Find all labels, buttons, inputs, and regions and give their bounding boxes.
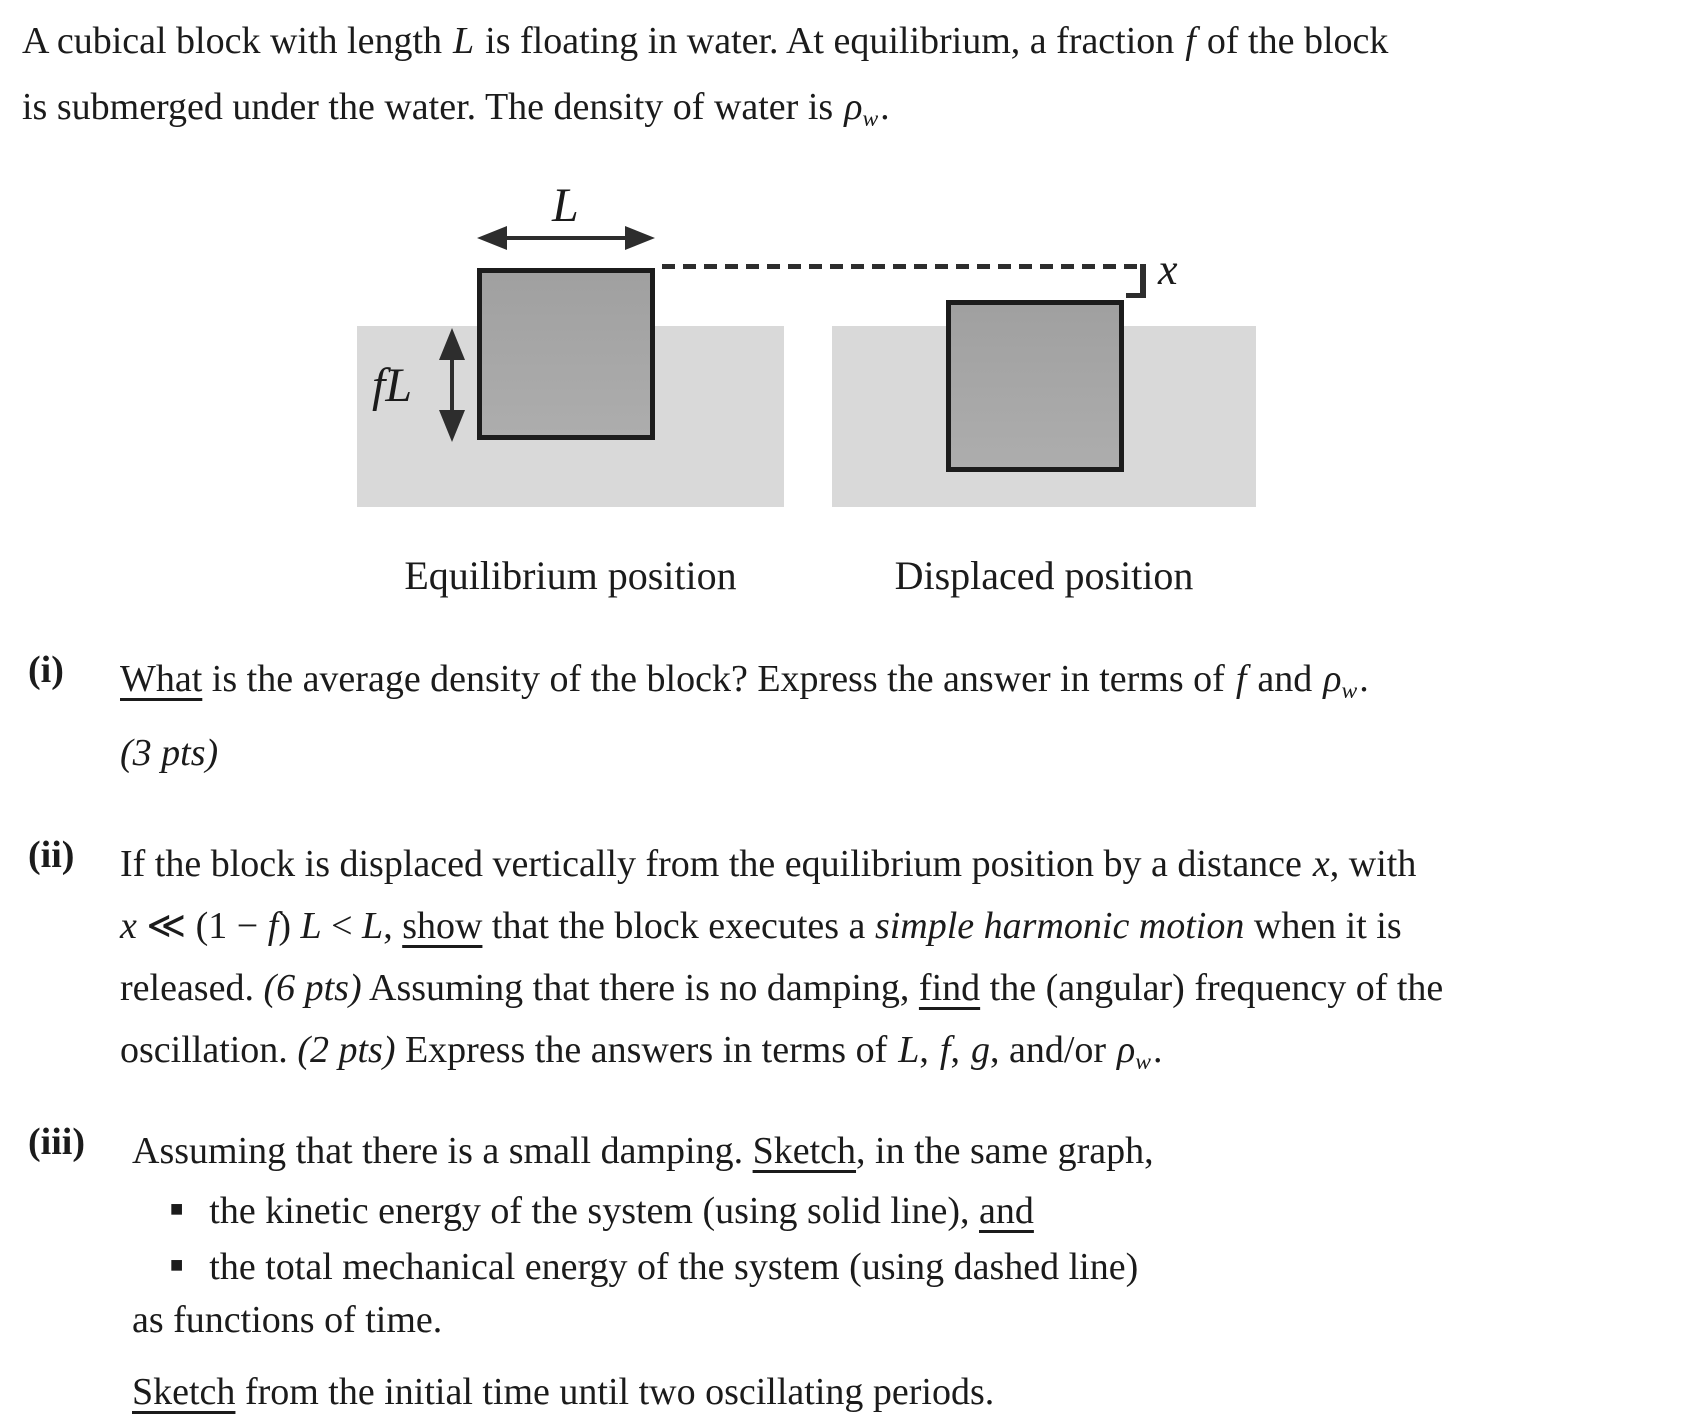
subscript-w: w — [1341, 677, 1358, 704]
text-token: < — [321, 905, 363, 947]
text-token: Sketch — [752, 1130, 857, 1172]
question-body — [120, 648, 1369, 784]
text-token: is the average density of the block? Express the answer in terms of — [202, 658, 1225, 700]
text-token: If the block is displaced vertically from the equilibrium position by a distance — [120, 843, 1302, 885]
question-iii — [28, 1120, 1154, 1423]
question-body — [132, 1120, 1154, 1423]
text-token: . — [1153, 1029, 1163, 1071]
variable-L: L — [453, 20, 475, 62]
square-bullet-icon: ■ — [170, 1196, 184, 1221]
points-note — [120, 722, 1369, 784]
rho-symbol: ρ — [844, 86, 863, 128]
text-token: . — [1359, 658, 1369, 700]
subscript-w: w — [862, 105, 879, 132]
points-note: (2 pts) — [297, 1029, 396, 1071]
question-line — [120, 648, 1369, 722]
variable-L: L — [362, 905, 384, 947]
label-L: L — [552, 179, 579, 232]
bullet-item — [132, 1238, 1154, 1294]
block-equilibrium — [477, 268, 655, 440]
variable-x: x — [1312, 843, 1330, 885]
block-displaced — [946, 300, 1124, 472]
subscript-w: w — [1135, 1048, 1151, 1075]
question-line — [120, 895, 1443, 957]
points-note: (6 pts) — [263, 967, 362, 1009]
question-line — [120, 957, 1443, 1019]
text-token: What — [120, 658, 203, 700]
label-fL: fL — [372, 359, 413, 412]
text-token: is submerged under the water. The density of water is — [22, 86, 834, 128]
text-token: released. — [120, 967, 264, 1009]
variable-L: L — [300, 905, 322, 947]
rho-symbol: ρ — [1323, 658, 1342, 700]
rho-symbol: ρ — [1117, 1029, 1136, 1071]
text-token: , — [950, 1029, 960, 1071]
text-token: and — [1257, 658, 1313, 700]
variable-x: x — [120, 905, 137, 947]
text-token: is floating in water. At equilibrium, a fraction — [485, 20, 1175, 62]
question-label: (iii) — [28, 1121, 85, 1163]
fL-dimension-arrow-icon — [434, 326, 470, 444]
variable-f: f — [1185, 20, 1196, 62]
text-token: . — [880, 86, 890, 128]
question-i — [28, 648, 1369, 784]
text-token: (3 pts) — [120, 731, 219, 774]
question-body — [120, 833, 1443, 1093]
reference-dashed-line — [662, 264, 1145, 269]
text-token: ) — [278, 905, 301, 947]
text-token: from the initial time until two oscillating periods. — [235, 1371, 995, 1413]
variable-f: f — [267, 905, 279, 947]
text-token: when it is — [1244, 905, 1402, 947]
text-token: that the block executes a — [482, 905, 875, 947]
question-label: (ii) — [28, 834, 75, 876]
question-ii — [28, 833, 1443, 1093]
text-token: as functions of time. — [132, 1299, 443, 1341]
text-token: show — [402, 905, 483, 947]
text-token: , — [919, 1029, 929, 1071]
caption-displaced: Displaced position — [894, 553, 1194, 598]
text-token: A cubical block with length — [22, 20, 443, 62]
text-token: Express the answers in terms of — [395, 1029, 888, 1071]
variable-g: g — [970, 1029, 990, 1071]
text-token: the (angular) frequency of the — [980, 967, 1444, 1009]
text-token: the total mechanical energy of the system (using dashed line) — [209, 1246, 1139, 1288]
variable-L: L — [898, 1029, 920, 1071]
question-line — [132, 1120, 1154, 1182]
text-token: , with — [1329, 843, 1417, 885]
question-label: (i) — [28, 649, 64, 691]
text-token: Assuming that there is a small damping. — [132, 1130, 753, 1172]
square-bullet-icon: ■ — [170, 1252, 184, 1277]
text-token: Assuming that there is no damping, — [361, 967, 919, 1009]
floating-block-diagram — [0, 0, 1700, 620]
text-token: and — [979, 1190, 1034, 1232]
displacement-bracket-tick — [1126, 293, 1146, 298]
label-x: x — [1158, 245, 1178, 294]
question-line — [120, 1019, 1443, 1093]
text-token: , and/or — [989, 1029, 1107, 1071]
bullet-item — [132, 1182, 1154, 1238]
question-line — [132, 1294, 1154, 1347]
variable-f: f — [1235, 658, 1247, 700]
variable-f: f — [939, 1029, 951, 1071]
text-token: the kinetic energy of the system (using solid line), — [209, 1190, 980, 1232]
text-token: ≪ (1 − — [136, 905, 268, 947]
caption-equilibrium: Equilibrium position — [404, 553, 737, 598]
text-token: oscillation. — [120, 1029, 298, 1071]
text-token: of the block — [1206, 20, 1389, 62]
text-token: , — [383, 905, 403, 947]
question-line — [120, 833, 1443, 895]
text-token: , in the same graph, — [856, 1130, 1154, 1172]
text-token: simple harmonic motion — [874, 905, 1245, 947]
text-token: find — [918, 967, 981, 1009]
text-token: Sketch — [132, 1371, 236, 1413]
